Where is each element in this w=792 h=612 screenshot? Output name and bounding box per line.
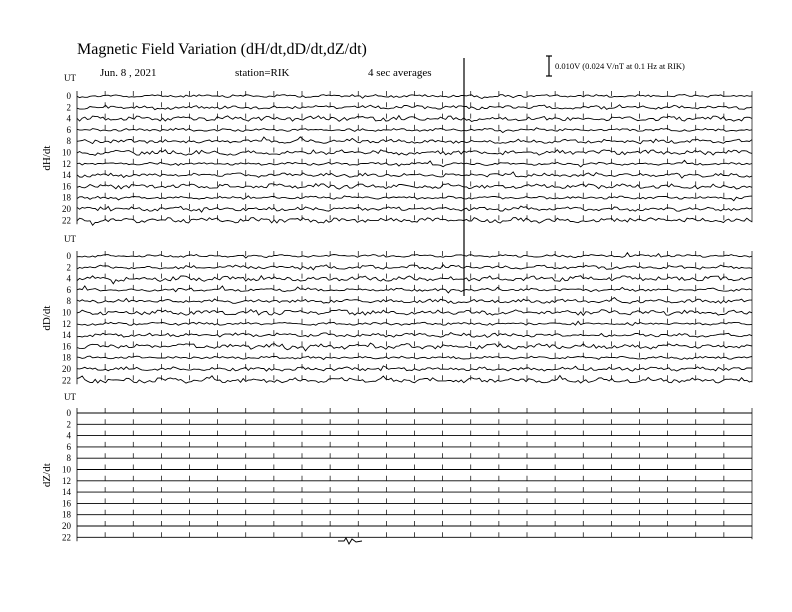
trace-line <box>77 95 752 99</box>
station-label: station=RIK <box>235 67 290 79</box>
hour-tick-label: 8 <box>66 296 71 307</box>
hour-tick-marks <box>105 125 724 130</box>
hour-tick-marks <box>105 353 724 358</box>
hour-tick-label: 16 <box>62 181 71 192</box>
hour-tick-label: 10 <box>62 464 71 475</box>
ut-axis-label: UT <box>64 392 76 402</box>
hour-tick-label: 4 <box>66 430 71 441</box>
hour-tick-marks <box>105 364 724 369</box>
hour-tick-label: 0 <box>66 251 71 261</box>
hour-tick-label: 18 <box>62 352 71 363</box>
hour-tick-label: 12 <box>62 475 71 486</box>
hour-tick-label: 6 <box>66 124 71 135</box>
date-label: Jun. 8 , 2021 <box>100 67 157 79</box>
hour-tick-label: 2 <box>66 419 71 430</box>
ut-axis-label: UT <box>64 234 76 244</box>
hour-tick-label: 4 <box>66 113 71 124</box>
hour-tick-label: 18 <box>62 509 71 520</box>
hour-tick-label: 4 <box>66 273 71 284</box>
dz-blip-trace <box>338 538 362 544</box>
hour-tick-label: 8 <box>66 453 71 464</box>
panels-group <box>41 73 752 544</box>
panel-axis-label: dZ/dt <box>41 463 53 488</box>
hour-tick-marks <box>105 521 724 526</box>
hour-tick-label: 6 <box>66 441 71 452</box>
hour-tick-label: 22 <box>62 215 71 226</box>
hour-tick-marks <box>105 476 724 481</box>
hour-tick-marks <box>105 136 724 141</box>
hour-tick-marks <box>105 330 724 335</box>
panel-0 <box>41 73 752 225</box>
hour-tick-marks <box>105 204 724 209</box>
hour-tick-marks <box>105 442 724 447</box>
chart-title: Magnetic Field Variation (dH/dt,dD/dt,dZ/dt) <box>77 41 367 58</box>
hour-tick-label: 8 <box>66 136 71 147</box>
hour-tick-label: 0 <box>66 408 71 418</box>
hour-tick-marks <box>105 498 724 503</box>
panel-2 <box>41 392 752 542</box>
hour-tick-label: 12 <box>62 158 71 169</box>
scale-bar-icon <box>546 56 552 76</box>
hour-tick-label: 20 <box>62 521 71 531</box>
hour-tick-label: 18 <box>62 192 71 203</box>
hour-tick-marks <box>105 453 724 458</box>
hour-tick-label: 12 <box>62 318 71 329</box>
scale-note: 0.010V (0.024 V/nT at 0.1 Hz at RIK) <box>555 61 685 71</box>
hour-tick-label: 20 <box>62 364 71 374</box>
hour-tick-label: 16 <box>62 341 71 352</box>
hour-tick-marks <box>105 308 724 313</box>
hour-tick-marks <box>105 296 724 301</box>
hour-tick-marks <box>105 465 724 470</box>
hour-tick-label: 2 <box>66 102 71 113</box>
hour-tick-marks <box>105 510 724 515</box>
hour-tick-label: 0 <box>66 91 71 101</box>
averaging-label: 4 sec averages <box>368 67 432 79</box>
hour-tick-label: 14 <box>62 487 71 498</box>
hour-tick-label: 14 <box>62 170 71 181</box>
hour-tick-label: 14 <box>62 330 71 341</box>
hour-tick-marks <box>105 148 724 153</box>
hour-tick-marks <box>105 431 724 436</box>
panel-axis-label: dH/dt <box>41 145 53 171</box>
hour-tick-marks <box>105 408 724 413</box>
panel-1 <box>41 234 752 385</box>
hour-tick-label: 16 <box>62 498 71 509</box>
hour-tick-label: 2 <box>66 262 71 273</box>
panel-axis-label: dD/dt <box>41 305 53 331</box>
hour-tick-label: 20 <box>62 204 71 214</box>
hour-tick-label: 22 <box>62 375 71 386</box>
hour-tick-marks <box>105 487 724 492</box>
hour-tick-label: 10 <box>62 307 71 318</box>
hour-tick-label: 10 <box>62 147 71 158</box>
ut-axis-label: UT <box>64 73 76 83</box>
hour-tick-marks <box>105 375 724 380</box>
hour-tick-marks <box>105 532 724 537</box>
hour-tick-marks <box>105 419 724 424</box>
hour-tick-label: 22 <box>62 532 71 543</box>
hour-tick-label: 6 <box>66 284 71 295</box>
